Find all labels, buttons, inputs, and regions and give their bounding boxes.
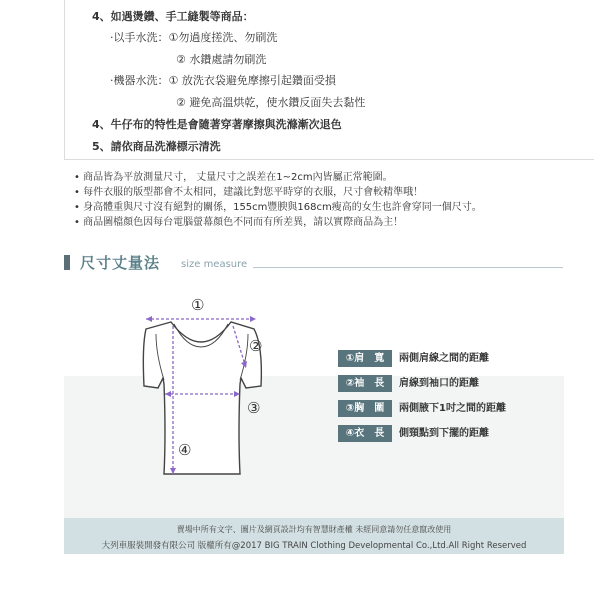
marker-3: ③	[247, 399, 261, 417]
care-divider-horizontal	[64, 159, 594, 160]
footer-copyright: 大列車服裝開發有限公司 版權所有@2017 BIG TRAIN Clothing Developmental Co.,Ltd.All Right Reserved	[101, 541, 527, 551]
marker-2: ②	[249, 337, 263, 355]
marker-4: ④	[178, 441, 192, 459]
arrow-head	[146, 316, 152, 322]
care-line: 4、如遇燙鑽、手工縫製等商品：	[92, 10, 254, 23]
footer-notice: 賣場中所有文字、圖片及網頁設計均有智慧財產權 未經同意請勿任意竄改使用	[176, 525, 452, 534]
legend-tag: ②袖 長	[338, 375, 392, 392]
legend-desc: 側頸點到下擺的距離	[399, 428, 489, 439]
section-title-bar	[64, 255, 70, 270]
legend-tag: ③胸 圍	[338, 400, 392, 417]
section-subtitle: size measure	[181, 259, 248, 270]
care-line: 5、請依商品洗滌標示清洗	[92, 140, 221, 153]
size-notes	[74, 170, 574, 230]
legend-row-length	[338, 425, 568, 442]
care-line: ② 水鑽處請勿刷洗	[176, 53, 267, 66]
legend-row-shoulder	[338, 350, 568, 367]
legend-row-chest	[338, 400, 568, 417]
legend-tag: ④衣 長	[338, 425, 392, 442]
section-title: 尺寸丈量法	[80, 254, 161, 272]
note-item: • 商品圖檔顏色因每台電腦螢幕顏色不同而有所差異，請以實際商品為主！	[74, 217, 404, 228]
tshirt-diagram	[116, 294, 266, 494]
note-item: • 身高體重與尺寸沒有絕對的關係，155cm豐腴與168cm瘦高的女生也許會穿同一個尺寸。	[74, 202, 482, 213]
care-line: 4、牛仔布的特性是會隨著穿著摩擦與洗滌漸次退色	[92, 118, 342, 131]
section-divider	[253, 267, 563, 268]
note-item: • 每件衣服的版型都會不太相同，建議比對您平時穿的衣服，尺寸會較精準哦！	[74, 187, 424, 198]
care-line: ② 避免高溫烘乾，使水鑽反面失去黏性	[176, 96, 366, 109]
size-measure-area	[64, 278, 564, 518]
legend-desc: 肩線到袖口的距離	[399, 378, 479, 389]
care-instructions	[0, 0, 594, 162]
legend-desc: 兩側腋下1吋之間的距離	[399, 403, 506, 414]
marker-1: ①	[191, 296, 205, 314]
arrow-head	[250, 316, 256, 322]
legend-row-sleeve	[338, 375, 568, 392]
legend-desc: 兩側肩線之間的距離	[399, 353, 489, 364]
care-line: ·機器水洗：① 放洗衣袋避免摩擦引起鑽面受損	[110, 74, 336, 87]
copyright-footer	[64, 518, 564, 554]
tshirt-outline	[143, 322, 261, 474]
note-item: • 商品皆為平放測量尺寸， 丈量尺寸之誤差在1~2cm內皆屬正常範圍。	[74, 172, 393, 183]
legend-tag: ①肩 寬	[338, 350, 392, 367]
care-divider-vertical	[64, 0, 65, 160]
care-line: ·以手水洗：①勿過度搓洗、勿刷洗	[110, 31, 278, 44]
